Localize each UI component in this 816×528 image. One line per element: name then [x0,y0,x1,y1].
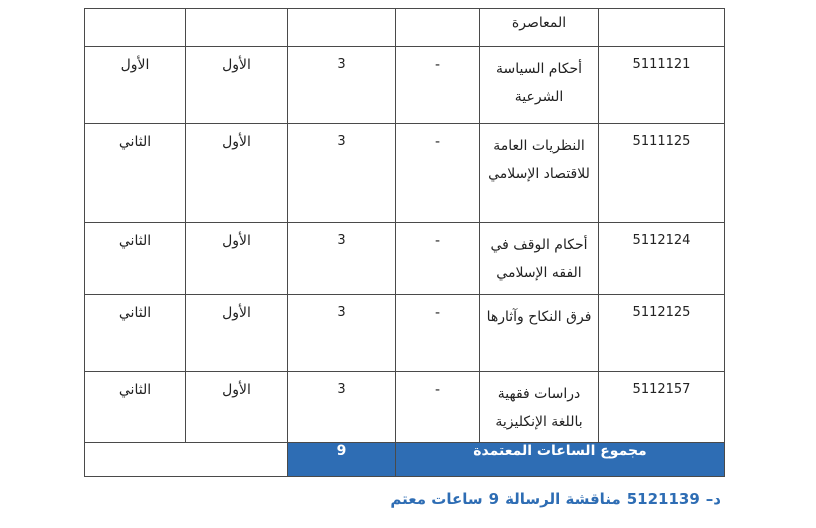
semester-cell: الأول [186,295,288,372]
course-name-cell: دراسات فقهية باللغة الإنكليزية [480,372,599,443]
semester-cell: الأول [186,124,288,223]
semester-cell: الأول [186,223,288,295]
hours-cell: 3 [288,223,396,295]
total-row [85,443,725,477]
hours-cell: 3 [288,47,396,124]
table-row [85,124,725,223]
prereq-cell: - [396,372,480,443]
thesis-code: 5121139 [626,490,700,508]
year-cell: الثاني [85,223,186,295]
table-row [85,9,725,47]
total-row-blank [85,443,288,477]
course-code-cell: 5111121 [599,47,725,124]
course-code-cell: 5112125 [599,295,725,372]
hours-cell [288,9,396,47]
course-code-cell: 5112157 [599,372,725,443]
thesis-line [384,490,721,508]
prereq-cell: - [396,223,480,295]
prereq-cell: - [396,295,480,372]
thesis-prefix: د– [705,490,721,508]
table-row [85,223,725,295]
year-cell [85,9,186,47]
hours-cell: 3 [288,372,396,443]
prereq-cell: - [396,47,480,124]
year-cell: الثاني [85,372,186,443]
year-cell: الأول [85,47,186,124]
hours-cell: 3 [288,295,396,372]
course-code-cell [599,9,725,47]
total-hours-label: مجموع الساعات المعتمدة [396,443,725,477]
hours-cell: 3 [288,124,396,223]
table-row [85,372,725,443]
course-table [84,8,725,477]
prereq-cell: - [396,124,480,223]
year-cell: الثاني [85,124,186,223]
semester-cell: الأول [186,47,288,124]
total-hours-value: 9 [288,443,396,477]
course-name-cell: النظريات العامة للاقتصاد الإسلامي [480,124,599,223]
course-name-cell: أحكام السياسة الشرعية [480,47,599,124]
year-cell: الثاني [85,295,186,372]
semester-cell: الأول [186,372,288,443]
course-code-cell: 5112124 [599,223,725,295]
table-row [85,295,725,372]
thesis-hours: 9 [488,490,500,508]
thesis-suffix: ساعات معتم [390,490,483,508]
course-code-cell: 5111125 [599,124,725,223]
prereq-cell [396,9,480,47]
thesis-course: مناقشة الرسالة [505,490,621,508]
semester-cell [186,9,288,47]
course-name-cell: أحكام الوقف في الفقه الإسلامي [480,223,599,295]
table-row [85,47,725,124]
course-name-cell: فرق النكاح وآثارها [480,295,599,372]
course-name-cell: المعاصرة [480,9,599,47]
